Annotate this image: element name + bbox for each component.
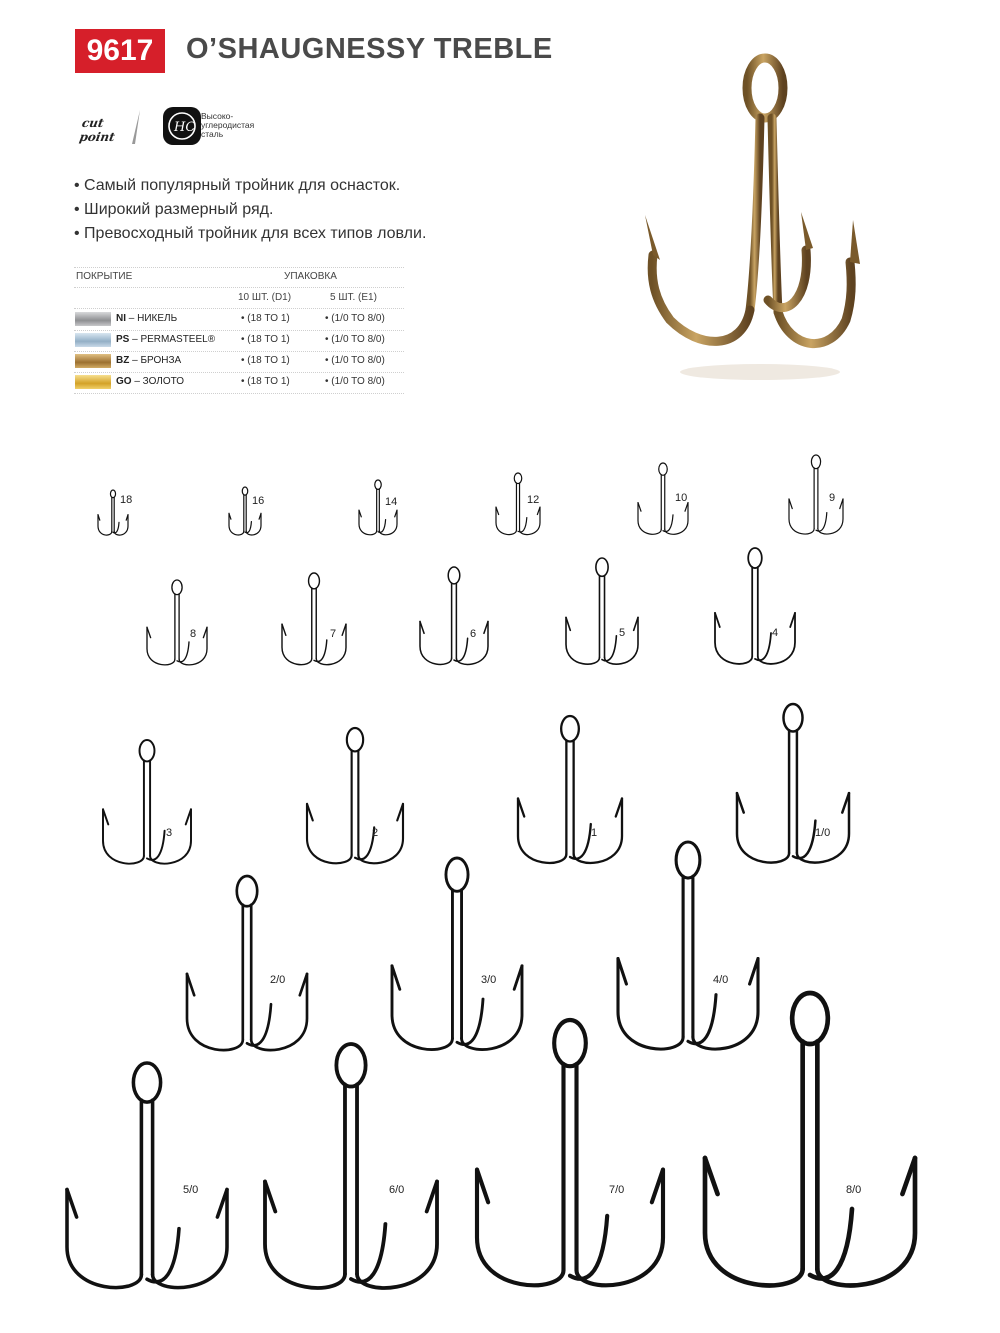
coating-code: PS <box>116 334 130 345</box>
svg-text:point: point <box>78 130 116 144</box>
coating-code: GO <box>116 376 132 387</box>
treble-hook-drawing <box>141 574 213 672</box>
hook-size-label: 4/0 <box>713 974 729 986</box>
pack-5-value: • (1/0 TO 8/0) <box>325 313 385 324</box>
treble-hook-drawing <box>61 1057 233 1299</box>
permasteel-swatch <box>75 333 111 347</box>
table-row <box>74 309 404 330</box>
pack-10-value: • (18 TO 1) <box>241 355 290 366</box>
treble-hook-drawing <box>560 552 644 672</box>
hook-size-label: 1/0 <box>815 827 831 839</box>
coating-name: – ЗОЛОТО <box>131 376 185 387</box>
hook-size-label: 6 <box>470 628 477 640</box>
high-carbon-logo <box>163 107 201 145</box>
table-row <box>74 372 404 393</box>
treble-hook-drawing <box>699 987 921 1299</box>
packing-header: УПАКОВКА <box>284 271 337 282</box>
pack-5-header: 5 ШТ. (E1) <box>330 292 377 303</box>
pack-5-value: • (1/0 TO 8/0) <box>325 376 385 387</box>
gold-swatch <box>75 375 111 389</box>
pack-5-value: • (1/0 TO 8/0) <box>325 355 385 366</box>
treble-hook-drawing <box>414 561 494 672</box>
coating-code: NI <box>116 313 126 324</box>
treble-hook-drawing <box>259 1038 443 1300</box>
hook-size-label: 5/0 <box>183 1184 199 1196</box>
treble-hook-drawing <box>97 734 197 872</box>
hook-size-label: 2 <box>372 827 379 839</box>
hook-size-label: 8 <box>190 628 197 640</box>
hook-size-label: 9 <box>829 492 836 504</box>
hook-size-label: 18 <box>120 494 133 506</box>
treble-hook-drawing <box>709 542 801 672</box>
hook-size-label: 1 <box>591 827 598 839</box>
feature-item: • Самый популярный тройник для оснасток. <box>74 174 426 198</box>
hc-caption: Высоко- углеродистая сталь <box>201 111 255 139</box>
pack-10-value: • (18 TO 1) <box>241 376 290 387</box>
hook-size-label: 6/0 <box>389 1184 405 1196</box>
table-divider <box>74 267 404 268</box>
hook-size-label: 16 <box>252 495 265 507</box>
cutpoint-blade-icon <box>128 108 142 148</box>
feature-item: • Превосходный тройник для всех типов ловли. <box>74 222 426 246</box>
product-title: O’SHAUGNESSY TREBLE <box>186 33 553 65</box>
hook-size-label: 10 <box>675 492 688 504</box>
treble-hook-drawing <box>512 710 628 872</box>
treble-hook-drawing <box>223 481 267 541</box>
feature-item: • Широкий размерный ряд. <box>74 198 426 222</box>
table-row <box>74 330 404 351</box>
bronze-swatch <box>75 354 111 368</box>
model-number-badge: 9617 <box>75 29 165 73</box>
pack-10-header: 10 ШТ. (D1) <box>238 292 292 303</box>
hook-size-label: 7/0 <box>609 1184 625 1196</box>
treble-hook-drawing <box>181 870 313 1060</box>
nickel-swatch <box>75 312 111 326</box>
hook-size-label: 2/0 <box>270 974 286 986</box>
bronze-treble-hook-photo <box>610 50 870 390</box>
pack-10-value: • (18 TO 1) <box>241 313 290 324</box>
hook-size-label: 3/0 <box>481 974 497 986</box>
coating-name: – НИКЕЛЬ <box>126 313 178 324</box>
pack-5-value: • (1/0 TO 8/0) <box>325 334 385 345</box>
hook-size-label: 14 <box>385 496 398 508</box>
treble-hook-drawing <box>92 484 134 541</box>
svg-text:cut: cut <box>80 116 105 130</box>
treble-hook-drawing <box>783 449 849 541</box>
hook-size-label: 4 <box>772 627 779 639</box>
coating-code: BZ <box>116 355 130 366</box>
coating-header: ПОКРЫТИЕ <box>76 271 133 282</box>
table-divider <box>74 287 404 288</box>
coating-name: – БРОНЗА <box>129 355 182 366</box>
treble-hook-drawing <box>276 567 352 672</box>
coating-name: – PERMASTEEL® <box>129 334 216 345</box>
treble-hook-drawing <box>301 722 409 872</box>
table-divider <box>74 393 404 394</box>
hook-size-label: 3 <box>166 827 173 839</box>
feature-list <box>74 174 426 246</box>
hook-size-label: 8/0 <box>846 1184 862 1196</box>
hook-size-label: 12 <box>527 494 540 506</box>
table-row <box>74 351 404 372</box>
hc-logo-mark: HC <box>174 120 196 135</box>
hook-size-label: 5 <box>619 627 626 639</box>
hook-size-label: 7 <box>330 628 337 640</box>
treble-hook-drawing <box>471 1014 669 1298</box>
pack-10-value: • (18 TO 1) <box>241 334 290 345</box>
